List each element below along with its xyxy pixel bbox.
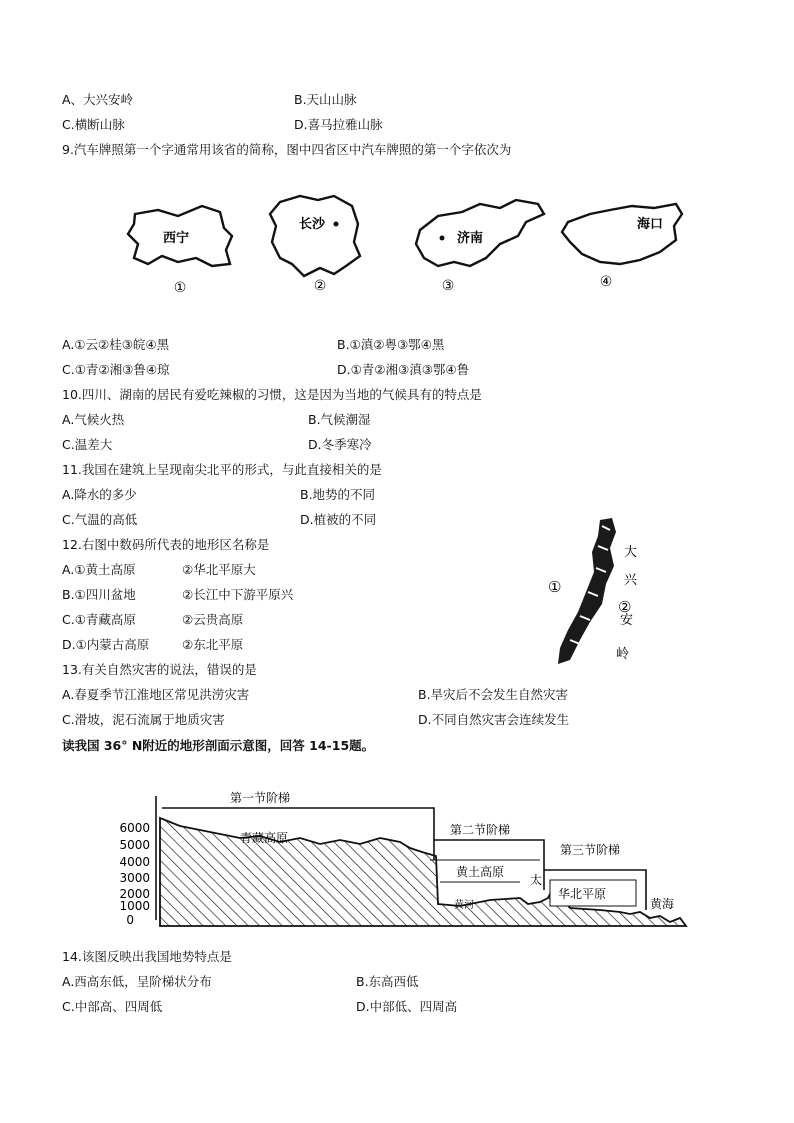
q11-option-c: C.气温的高低 [62, 512, 138, 527]
terrain-profile-shape [160, 818, 686, 926]
q9-stem: 9.汽车牌照第一个字通常用该省的简称，图中四省区中汽车牌照的第一个字依次为 [62, 142, 512, 157]
city-dot-jinan [440, 236, 445, 241]
q13-option-b: B.旱灾后不会发生自然灾害 [418, 687, 569, 702]
map2-number: ② [313, 278, 327, 294]
map3-city-label: 济南 [456, 231, 484, 246]
profile-y-ticks [119, 821, 150, 927]
q10-option-b: B.气候潮湿 [308, 412, 371, 427]
q14-option-b: B.东高西低 [356, 974, 419, 989]
q9-option-b: B.①滇②粤③鄂④黑 [337, 337, 445, 352]
range-char-3: 安 [620, 613, 634, 628]
north-china-plain-label: 华北平原 [558, 887, 607, 901]
range-char-4: 岭 [616, 647, 630, 662]
ytick-1000: 1000 [119, 899, 150, 913]
q13-option-c: C.滑坡，泥石流属于地质灾害 [62, 712, 225, 727]
map4-city-label: 海口 [636, 217, 664, 232]
q12-stem: 12.右图中数码所代表的地形区名称是 [62, 537, 270, 552]
qinghai-tibet-plateau-label: 青藏高原 [240, 831, 289, 845]
q12-option-b2: ②长江中下游平原兴 [182, 587, 294, 602]
mountain-range-band [558, 518, 616, 664]
step1-label: 第一节阶梯 [230, 791, 291, 805]
q14-option-a: A.西高东低，呈阶梯状分布 [62, 974, 212, 989]
q13-option-a: A.春夏季节江淮地区常见洪涝灾害 [62, 687, 250, 702]
q10-stem: 10.四川、湖南的居民有爱吃辣椒的习惯，这是因为当地的气候具有的特点是 [62, 387, 482, 402]
step3-label: 第三节阶梯 [560, 843, 621, 857]
q12-option-a1: A.①黄土高原 [62, 562, 136, 577]
q12-option-c1: C.①青藏高原 [62, 612, 136, 627]
q10-option-d: D.冬季寒冷 [308, 437, 372, 452]
q14-option-c: C.中部高、四周低 [62, 999, 163, 1014]
ytick-3000: 3000 [119, 871, 150, 885]
range-char-2: 兴 [624, 573, 638, 588]
q12-option-a2: ②华北平原大 [182, 562, 256, 577]
q10-option-a: A.气候火热 [62, 412, 125, 427]
city-dot-changsha [334, 222, 339, 227]
q9-option-c: C.①青②湘③鲁④琼 [62, 362, 170, 377]
yellow-sea-label: 黄海 [650, 897, 675, 911]
province-outline-hainan [562, 204, 682, 264]
q12-option-c2: ②云贵高原 [182, 612, 244, 627]
q9-option-d: D.①青②湘③滇③鄂④鲁 [337, 362, 470, 377]
q8-option-a: A、大兴安岭 [62, 92, 134, 107]
ytick-0: 0 [126, 913, 134, 927]
range-char-1: 大 [624, 545, 638, 560]
q12-option-d1: D.①内蒙古高原 [62, 637, 150, 652]
ytick-4000: 4000 [119, 855, 150, 869]
q13-stem: 13.有关自然灾害的说法，错误的是 [62, 662, 257, 677]
map4-number: ④ [599, 274, 613, 290]
map-label-2: ② [618, 598, 632, 616]
loess-plateau-label: 黄土高原 [456, 865, 505, 879]
terrain-profile-figure [100, 778, 700, 930]
step2-label: 第二节阶梯 [450, 823, 511, 837]
q11-option-d: D.植被的不同 [300, 512, 377, 527]
q14-option-d: D.中部低、四周高 [356, 999, 458, 1014]
q11-option-a: A.降水的多少 [62, 487, 137, 502]
taihang-label: 太 [530, 873, 543, 887]
q8-option-c: C.横断山脉 [62, 117, 125, 132]
q14-stem: 14.该图反映出我国地势特点是 [62, 949, 232, 964]
map-label-1: ① [548, 578, 562, 596]
ytick-5000: 5000 [119, 838, 150, 852]
ytick-2000: 2000 [119, 887, 150, 901]
q13-option-d: D.不同自然灾害会连续发生 [418, 712, 570, 727]
yellow-river-label: 黄河 [454, 900, 474, 911]
q11-option-b: B.地势的不同 [300, 487, 376, 502]
q12-option-d2: ②东北平原 [182, 637, 244, 652]
daxinganling-figure [540, 512, 650, 672]
q9-option-a: A.①云②桂③皖④黑 [62, 337, 170, 352]
section-heading: 读我国 36° N附近的地形剖面示意图，回答 14-15题。 [62, 738, 375, 753]
ytick-6000: 6000 [119, 821, 150, 835]
map1-number: ① [173, 280, 187, 296]
map1-city-label: 西宁 [162, 231, 190, 246]
map2-city-label: 长沙 [298, 217, 326, 232]
q8-option-d: D.喜马拉雅山脉 [294, 117, 383, 132]
province-outline-hunan [270, 196, 360, 276]
q8-option-b: B.天山山脉 [294, 92, 357, 107]
map3-number: ③ [441, 278, 455, 294]
q12-option-b1: B.①四川盆地 [62, 587, 136, 602]
q10-option-c: C.温差大 [62, 437, 113, 452]
q11-stem: 11.我国在建筑上呈现南尖北平的形式，与此直接相关的是 [62, 462, 382, 477]
province-maps-figure [120, 192, 700, 302]
